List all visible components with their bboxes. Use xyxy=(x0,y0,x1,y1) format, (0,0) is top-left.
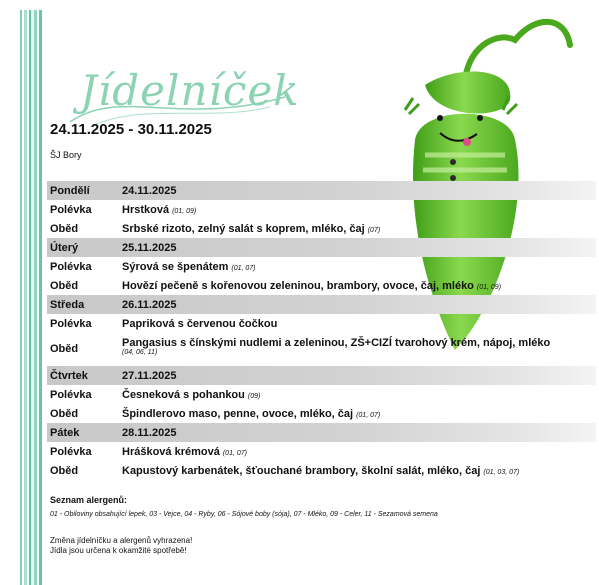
meal-row-lunch xyxy=(47,461,596,480)
meal-text: Papriková s červenou čočkou xyxy=(122,317,278,330)
note-change-reserved: Změna jídelníčku a alergenů vyhrazena! xyxy=(50,536,193,545)
date-range: 24.11.2025 - 30.11.2025 xyxy=(50,121,212,138)
school-name: ŠJ Bory xyxy=(50,150,82,160)
day-header-row xyxy=(47,366,596,385)
weekly-menu-table xyxy=(47,181,596,480)
allergen-legend xyxy=(50,495,438,518)
note-immediate-consumption: Jídla jsou určena k okamžité spotřebě! xyxy=(50,546,187,555)
meal-row-lunch xyxy=(47,219,596,238)
meal-row-lunch xyxy=(47,404,596,423)
meal-row-soup xyxy=(47,385,596,404)
meal-allergens: (01, 03, 07) xyxy=(483,468,520,476)
day-header-row xyxy=(47,423,596,442)
day-name: Úterý xyxy=(50,241,79,254)
day-date: 28.11.2025 xyxy=(122,426,177,439)
meal-row-soup xyxy=(47,442,596,461)
meal-row-lunch xyxy=(47,333,596,366)
day-date: 27.11.2025 xyxy=(122,369,177,382)
meal-type: Oběd xyxy=(50,407,79,420)
meal-allergens: (04, 06, 11) xyxy=(122,349,158,356)
meal-allergens: (01, 09) xyxy=(172,207,197,215)
meal-row-soup xyxy=(47,314,596,333)
allergen-list: 01 - Obiloviny obsahující lepek, 03 - Vejce, 04 - Ryby, 06 - Sójové boby (sója), 07 - Mléko, 09 - Celer, 11 - Sezamová semena xyxy=(50,511,438,518)
meal-type: Oběd xyxy=(50,343,79,355)
day-header-row xyxy=(47,295,596,314)
meal-allergens: (01, 07) xyxy=(222,449,247,457)
meal-text: Hrstková xyxy=(122,203,170,216)
day-name: Středa xyxy=(50,298,85,311)
meal-text: Pangasius s čínskými nudlemi a zeleninou, ZŠ+CIZÍ tvarohový krém, nápoj, mléko xyxy=(122,337,551,349)
meal-type: Polévka xyxy=(50,260,92,273)
meal-text: Hrášková krémová xyxy=(122,445,220,458)
meal-row-soup xyxy=(47,257,596,276)
meal-type: Polévka xyxy=(50,317,92,330)
day-name: Čtvrtek xyxy=(50,369,88,382)
footer-notes xyxy=(50,536,192,556)
meal-allergens: (07) xyxy=(367,226,381,234)
day-date: 25.11.2025 xyxy=(122,241,177,254)
decorative-stripe-border xyxy=(20,10,42,585)
meal-text: Srbské rizoto, zelný salát s koprem, mléko, čaj xyxy=(122,222,365,235)
meal-allergens: (01, 07) xyxy=(231,264,256,272)
meal-text: Kapustový karbenátek, šťouchané brambory, školní salát, mléko, čaj xyxy=(122,464,481,477)
day-name: Pondělí xyxy=(50,184,90,197)
meal-type: Polévka xyxy=(50,203,92,216)
day-date: 26.11.2025 xyxy=(122,298,177,311)
day-header-row xyxy=(47,181,596,200)
meal-type: Oběd xyxy=(50,222,79,235)
meal-text: Česneková s pohankou xyxy=(122,388,245,401)
meal-type: Oběd xyxy=(50,279,79,292)
meal-text: Hovězí pečeně s kořenovou zeleninou, brambory, ovoce, čaj, mléko xyxy=(122,279,474,292)
meal-type: Polévka xyxy=(50,445,92,458)
allergen-heading: Seznam alergenů: xyxy=(50,495,128,505)
page-title-script: Jídelníček xyxy=(80,66,300,115)
day-name: Pátek xyxy=(50,426,80,439)
meal-allergens: (01, 07) xyxy=(356,411,381,419)
meal-type: Polévka xyxy=(50,388,92,401)
meal-row-lunch xyxy=(47,276,596,295)
meal-row-soup xyxy=(47,200,596,219)
meal-allergens: (01, 09) xyxy=(476,283,502,291)
meal-text: Sýrová se špenátem xyxy=(122,260,229,273)
day-header-row xyxy=(47,238,596,257)
meal-text: Špindlerovo maso, penne, ovoce, mléko, čaj xyxy=(122,407,354,420)
day-date: 24.11.2025 xyxy=(122,184,177,197)
meal-type: Oběd xyxy=(50,464,79,477)
meal-allergens: (09) xyxy=(247,392,261,400)
